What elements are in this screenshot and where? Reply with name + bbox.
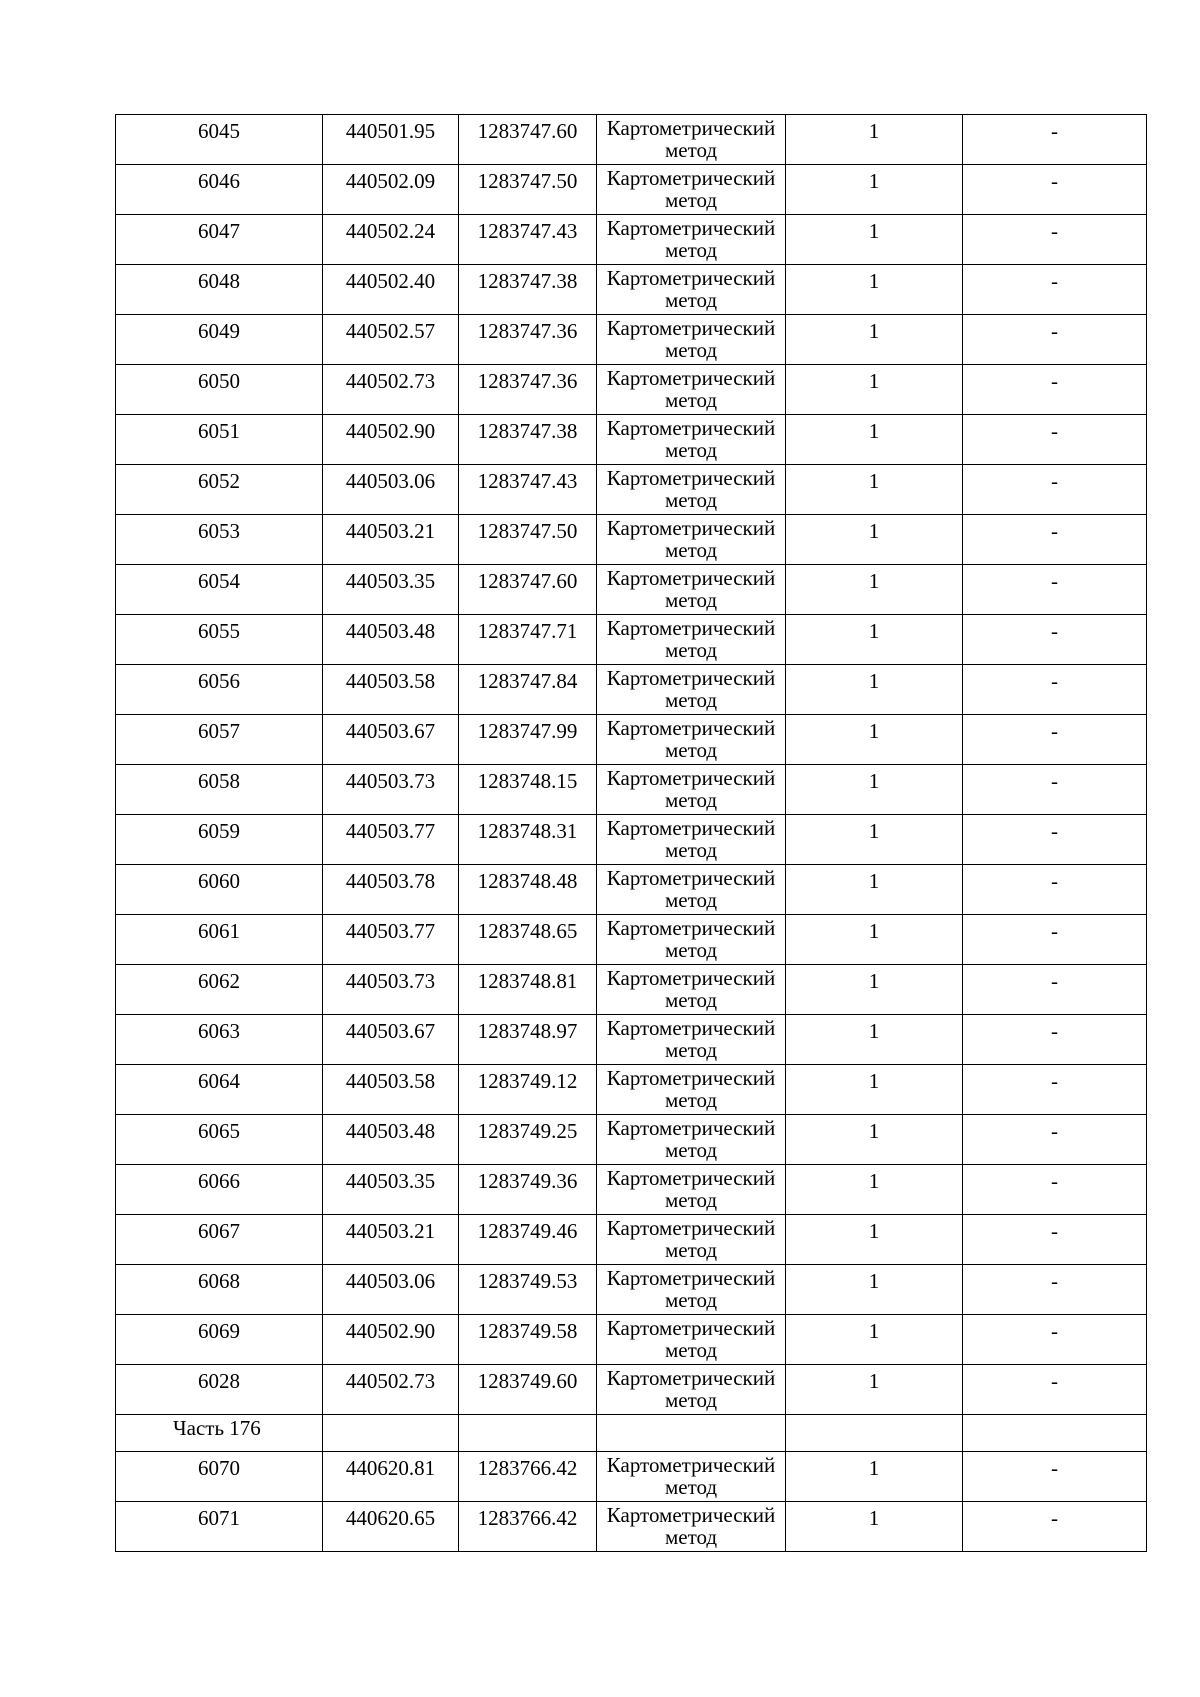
method-text: Картометрический метод bbox=[606, 466, 776, 512]
x-coordinate-cell: 440503.06 bbox=[323, 1265, 459, 1315]
table-row bbox=[116, 315, 1147, 365]
note-cell: - bbox=[963, 215, 1147, 265]
table-row bbox=[116, 615, 1147, 665]
method-text: Картометрический метод bbox=[606, 566, 776, 612]
method-text: Картометрический метод bbox=[606, 1166, 776, 1212]
method-cell bbox=[597, 1265, 786, 1315]
x-coordinate-cell: 440503.67 bbox=[323, 715, 459, 765]
accuracy-cell: 1 bbox=[786, 565, 963, 615]
point-number-cell: 6047 bbox=[116, 215, 323, 265]
method-cell bbox=[597, 1115, 786, 1165]
empty-cell bbox=[459, 1415, 597, 1452]
accuracy-cell: 1 bbox=[786, 915, 963, 965]
method-cell bbox=[597, 515, 786, 565]
table-row bbox=[116, 465, 1147, 515]
method-cell bbox=[597, 565, 786, 615]
accuracy-cell: 1 bbox=[786, 1065, 963, 1115]
method-cell bbox=[597, 465, 786, 515]
accuracy-cell: 1 bbox=[786, 1115, 963, 1165]
note-cell: - bbox=[963, 1365, 1147, 1415]
point-number-cell: 6071 bbox=[116, 1502, 323, 1552]
x-coordinate-cell: 440501.95 bbox=[323, 115, 459, 165]
table-row bbox=[116, 1452, 1147, 1502]
point-number-cell: 6055 bbox=[116, 615, 323, 665]
table-row bbox=[116, 1265, 1147, 1315]
note-cell: - bbox=[963, 315, 1147, 365]
y-coordinate-cell: 1283747.60 bbox=[459, 115, 597, 165]
y-coordinate-cell: 1283747.36 bbox=[459, 315, 597, 365]
method-text: Картометрический метод bbox=[606, 1316, 776, 1362]
accuracy-cell: 1 bbox=[786, 215, 963, 265]
note-cell: - bbox=[963, 1315, 1147, 1365]
y-coordinate-cell: 1283766.42 bbox=[459, 1502, 597, 1552]
y-coordinate-cell: 1283748.65 bbox=[459, 915, 597, 965]
accuracy-cell: 1 bbox=[786, 1015, 963, 1065]
method-text: Картометрический метод bbox=[606, 1066, 776, 1112]
y-coordinate-cell: 1283749.12 bbox=[459, 1065, 597, 1115]
method-text: Картометрический метод bbox=[606, 416, 776, 462]
y-coordinate-cell: 1283747.38 bbox=[459, 265, 597, 315]
method-text: Картометрический метод bbox=[606, 866, 776, 912]
method-cell bbox=[597, 765, 786, 815]
method-cell bbox=[597, 1502, 786, 1552]
x-coordinate-cell: 440502.73 bbox=[323, 365, 459, 415]
method-cell bbox=[597, 1215, 786, 1265]
point-number-cell: 6052 bbox=[116, 465, 323, 515]
note-cell: - bbox=[963, 365, 1147, 415]
x-coordinate-cell: 440503.48 bbox=[323, 1115, 459, 1165]
table-row bbox=[116, 965, 1147, 1015]
table-row bbox=[116, 115, 1147, 165]
method-text: Картометрический метод bbox=[606, 716, 776, 762]
x-coordinate-cell: 440503.78 bbox=[323, 865, 459, 915]
y-coordinate-cell: 1283748.15 bbox=[459, 765, 597, 815]
note-cell: - bbox=[963, 865, 1147, 915]
point-number-cell: 6050 bbox=[116, 365, 323, 415]
note-cell: - bbox=[963, 515, 1147, 565]
method-cell bbox=[597, 1365, 786, 1415]
x-coordinate-cell: 440502.90 bbox=[323, 1315, 459, 1365]
accuracy-cell: 1 bbox=[786, 1315, 963, 1365]
point-number-cell: 6058 bbox=[116, 765, 323, 815]
y-coordinate-cell: 1283749.25 bbox=[459, 1115, 597, 1165]
method-cell bbox=[597, 865, 786, 915]
point-number-cell: 6054 bbox=[116, 565, 323, 615]
table-row bbox=[116, 1165, 1147, 1215]
x-coordinate-cell: 440502.24 bbox=[323, 215, 459, 265]
note-cell: - bbox=[963, 1115, 1147, 1165]
note-cell: - bbox=[963, 1065, 1147, 1115]
y-coordinate-cell: 1283747.36 bbox=[459, 365, 597, 415]
table-row bbox=[116, 665, 1147, 715]
method-text: Картометрический метод bbox=[606, 766, 776, 812]
point-number-cell: 6056 bbox=[116, 665, 323, 715]
accuracy-cell: 1 bbox=[786, 1502, 963, 1552]
table-row bbox=[116, 915, 1147, 965]
table-row bbox=[116, 1315, 1147, 1365]
note-cell: - bbox=[963, 1215, 1147, 1265]
note-cell: - bbox=[963, 1452, 1147, 1502]
note-cell: - bbox=[963, 115, 1147, 165]
x-coordinate-cell: 440503.73 bbox=[323, 965, 459, 1015]
accuracy-cell: 1 bbox=[786, 865, 963, 915]
point-number-cell: 6046 bbox=[116, 165, 323, 215]
accuracy-cell: 1 bbox=[786, 965, 963, 1015]
table-row bbox=[116, 865, 1147, 915]
table-row bbox=[116, 1015, 1147, 1065]
x-coordinate-cell: 440502.40 bbox=[323, 265, 459, 315]
y-coordinate-cell: 1283749.53 bbox=[459, 1265, 597, 1315]
x-coordinate-cell: 440502.73 bbox=[323, 1365, 459, 1415]
method-text: Картометрический метод bbox=[606, 1016, 776, 1062]
y-coordinate-cell: 1283747.99 bbox=[459, 715, 597, 765]
accuracy-cell: 1 bbox=[786, 115, 963, 165]
x-coordinate-cell: 440620.65 bbox=[323, 1502, 459, 1552]
accuracy-cell: 1 bbox=[786, 615, 963, 665]
x-coordinate-cell: 440503.77 bbox=[323, 815, 459, 865]
x-coordinate-cell: 440503.21 bbox=[323, 515, 459, 565]
table-row bbox=[116, 365, 1147, 415]
note-cell: - bbox=[963, 915, 1147, 965]
point-number-cell: 6051 bbox=[116, 415, 323, 465]
point-number-cell: 6069 bbox=[116, 1315, 323, 1365]
point-number-cell: 6066 bbox=[116, 1165, 323, 1215]
x-coordinate-cell: 440503.06 bbox=[323, 465, 459, 515]
y-coordinate-cell: 1283747.43 bbox=[459, 215, 597, 265]
y-coordinate-cell: 1283747.60 bbox=[459, 565, 597, 615]
y-coordinate-cell: 1283766.42 bbox=[459, 1452, 597, 1502]
accuracy-cell: 1 bbox=[786, 465, 963, 515]
note-cell: - bbox=[963, 465, 1147, 515]
x-coordinate-cell: 440502.09 bbox=[323, 165, 459, 215]
method-text: Картометрический метод bbox=[606, 1503, 776, 1549]
method-text: Картометрический метод bbox=[606, 1266, 776, 1312]
table-row bbox=[116, 265, 1147, 315]
point-number-cell: 6061 bbox=[116, 915, 323, 965]
x-coordinate-cell: 440503.73 bbox=[323, 765, 459, 815]
note-cell: - bbox=[963, 815, 1147, 865]
point-number-cell: 6060 bbox=[116, 865, 323, 915]
method-text: Картометрический метод bbox=[606, 166, 776, 212]
note-cell: - bbox=[963, 665, 1147, 715]
method-cell bbox=[597, 265, 786, 315]
accuracy-cell: 1 bbox=[786, 765, 963, 815]
method-cell bbox=[597, 815, 786, 865]
empty-cell bbox=[786, 1415, 963, 1452]
method-text: Картометрический метод bbox=[606, 316, 776, 362]
method-cell bbox=[597, 315, 786, 365]
method-text: Картометрический метод bbox=[606, 1366, 776, 1412]
table-row bbox=[116, 765, 1147, 815]
accuracy-cell: 1 bbox=[786, 1165, 963, 1215]
note-cell: - bbox=[963, 165, 1147, 215]
y-coordinate-cell: 1283749.46 bbox=[459, 1215, 597, 1265]
accuracy-cell: 1 bbox=[786, 165, 963, 215]
method-cell bbox=[597, 215, 786, 265]
x-coordinate-cell: 440503.35 bbox=[323, 1165, 459, 1215]
method-cell bbox=[597, 1165, 786, 1215]
table-row bbox=[116, 515, 1147, 565]
empty-cell bbox=[323, 1415, 459, 1452]
method-text: Картометрический метод bbox=[606, 616, 776, 662]
empty-cell bbox=[597, 1415, 786, 1452]
empty-cell bbox=[963, 1415, 1147, 1452]
y-coordinate-cell: 1283748.97 bbox=[459, 1015, 597, 1065]
y-coordinate-cell: 1283749.58 bbox=[459, 1315, 597, 1365]
accuracy-cell: 1 bbox=[786, 1365, 963, 1415]
note-cell: - bbox=[963, 765, 1147, 815]
y-coordinate-cell: 1283747.71 bbox=[459, 615, 597, 665]
point-number-cell: 6063 bbox=[116, 1015, 323, 1065]
note-cell: - bbox=[963, 1165, 1147, 1215]
accuracy-cell: 1 bbox=[786, 815, 963, 865]
method-cell bbox=[597, 1065, 786, 1115]
table-row bbox=[116, 165, 1147, 215]
method-cell bbox=[597, 1452, 786, 1502]
document-page bbox=[115, 114, 1146, 1552]
method-text: Картометрический метод bbox=[606, 366, 776, 412]
point-number-cell: 6053 bbox=[116, 515, 323, 565]
note-cell: - bbox=[963, 565, 1147, 615]
note-cell: - bbox=[963, 1265, 1147, 1315]
accuracy-cell: 1 bbox=[786, 1215, 963, 1265]
point-number-cell: 6070 bbox=[116, 1452, 323, 1502]
method-text: Картометрический метод bbox=[606, 666, 776, 712]
method-cell bbox=[597, 715, 786, 765]
table-row bbox=[116, 1065, 1147, 1115]
note-cell: - bbox=[963, 1502, 1147, 1552]
accuracy-cell: 1 bbox=[786, 315, 963, 365]
method-cell bbox=[597, 115, 786, 165]
method-cell bbox=[597, 1015, 786, 1065]
method-text: Картометрический метод bbox=[606, 266, 776, 312]
x-coordinate-cell: 440503.35 bbox=[323, 565, 459, 615]
x-coordinate-cell: 440503.58 bbox=[323, 1065, 459, 1115]
point-number-cell: 6059 bbox=[116, 815, 323, 865]
table-row bbox=[116, 815, 1147, 865]
point-number-cell: 6049 bbox=[116, 315, 323, 365]
note-cell: - bbox=[963, 715, 1147, 765]
point-number-cell: 6048 bbox=[116, 265, 323, 315]
accuracy-cell: 1 bbox=[786, 1452, 963, 1502]
y-coordinate-cell: 1283749.60 bbox=[459, 1365, 597, 1415]
accuracy-cell: 1 bbox=[786, 415, 963, 465]
method-cell bbox=[597, 965, 786, 1015]
method-text: Картометрический метод bbox=[606, 216, 776, 262]
y-coordinate-cell: 1283748.48 bbox=[459, 865, 597, 915]
x-coordinate-cell: 440502.90 bbox=[323, 415, 459, 465]
table-row bbox=[116, 715, 1147, 765]
table-row bbox=[116, 1365, 1147, 1415]
x-coordinate-cell: 440503.21 bbox=[323, 1215, 459, 1265]
x-coordinate-cell: 440503.77 bbox=[323, 915, 459, 965]
accuracy-cell: 1 bbox=[786, 265, 963, 315]
x-coordinate-cell: 440503.58 bbox=[323, 665, 459, 715]
y-coordinate-cell: 1283747.50 bbox=[459, 165, 597, 215]
accuracy-cell: 1 bbox=[786, 515, 963, 565]
note-cell: - bbox=[963, 965, 1147, 1015]
y-coordinate-cell: 1283748.81 bbox=[459, 965, 597, 1015]
method-text: Картометрический метод bbox=[606, 816, 776, 862]
method-text: Картометрический метод bbox=[606, 1216, 776, 1262]
point-number-cell: 6062 bbox=[116, 965, 323, 1015]
point-number-cell: 6057 bbox=[116, 715, 323, 765]
table-row bbox=[116, 1502, 1147, 1552]
coordinates-table-body bbox=[116, 115, 1147, 1552]
point-number-cell: 6045 bbox=[116, 115, 323, 165]
table-row bbox=[116, 215, 1147, 265]
method-text: Картометрический метод bbox=[606, 1453, 776, 1499]
method-cell bbox=[597, 915, 786, 965]
method-text: Картометрический метод bbox=[606, 116, 776, 162]
y-coordinate-cell: 1283747.43 bbox=[459, 465, 597, 515]
point-number-cell: 6068 bbox=[116, 1265, 323, 1315]
point-number-cell: 6064 bbox=[116, 1065, 323, 1115]
x-coordinate-cell: 440620.81 bbox=[323, 1452, 459, 1502]
table-row bbox=[116, 565, 1147, 615]
section-label: Часть 176 bbox=[116, 1415, 323, 1452]
accuracy-cell: 1 bbox=[786, 665, 963, 715]
note-cell: - bbox=[963, 415, 1147, 465]
section-row bbox=[116, 1415, 1147, 1452]
accuracy-cell: 1 bbox=[786, 715, 963, 765]
method-text: Картометрический метод bbox=[606, 966, 776, 1012]
note-cell: - bbox=[963, 265, 1147, 315]
accuracy-cell: 1 bbox=[786, 365, 963, 415]
method-text: Картометрический метод bbox=[606, 916, 776, 962]
method-cell bbox=[597, 365, 786, 415]
method-text: Картометрический метод bbox=[606, 516, 776, 562]
table-row bbox=[116, 1115, 1147, 1165]
y-coordinate-cell: 1283748.31 bbox=[459, 815, 597, 865]
point-number-cell: 6028 bbox=[116, 1365, 323, 1415]
y-coordinate-cell: 1283747.38 bbox=[459, 415, 597, 465]
method-text: Картометрический метод bbox=[606, 1116, 776, 1162]
method-cell bbox=[597, 615, 786, 665]
method-cell bbox=[597, 165, 786, 215]
y-coordinate-cell: 1283747.50 bbox=[459, 515, 597, 565]
x-coordinate-cell: 440502.57 bbox=[323, 315, 459, 365]
note-cell: - bbox=[963, 615, 1147, 665]
x-coordinate-cell: 440503.48 bbox=[323, 615, 459, 665]
y-coordinate-cell: 1283749.36 bbox=[459, 1165, 597, 1215]
method-cell bbox=[597, 415, 786, 465]
method-cell bbox=[597, 665, 786, 715]
method-cell bbox=[597, 1315, 786, 1365]
table-row bbox=[116, 415, 1147, 465]
point-number-cell: 6067 bbox=[116, 1215, 323, 1265]
table-row bbox=[116, 1215, 1147, 1265]
y-coordinate-cell: 1283747.84 bbox=[459, 665, 597, 715]
note-cell: - bbox=[963, 1015, 1147, 1065]
accuracy-cell: 1 bbox=[786, 1265, 963, 1315]
coordinates-table bbox=[115, 114, 1147, 1552]
x-coordinate-cell: 440503.67 bbox=[323, 1015, 459, 1065]
point-number-cell: 6065 bbox=[116, 1115, 323, 1165]
